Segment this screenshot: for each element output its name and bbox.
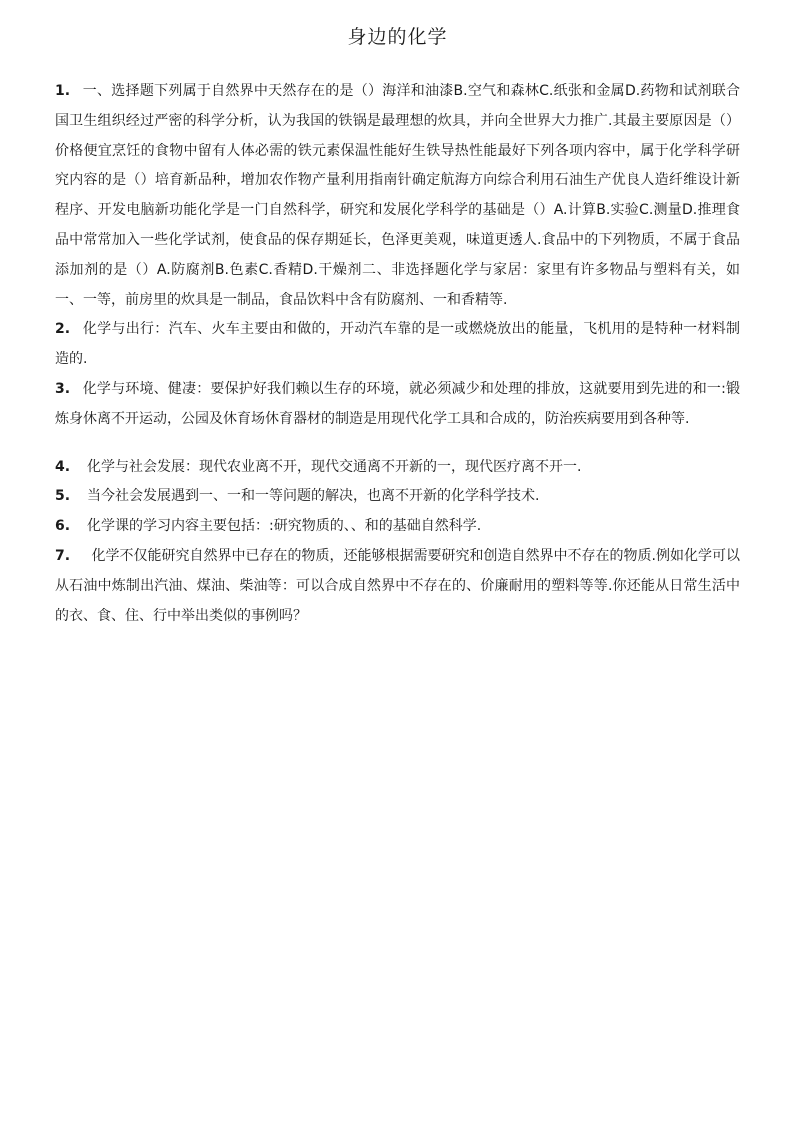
question-2 bbox=[55, 315, 740, 375]
question-6 bbox=[55, 512, 740, 542]
question-text: 当今社会发展遇到一、一和一等问题的解决，也离不开新的化学科学技术. bbox=[87, 488, 540, 505]
question-text: 化学课的学习内容主要包括：:研究物质的、、和的基础自然科学. bbox=[87, 518, 482, 535]
question-text: 化学与环境、健凄：要保护好我们赖以生存的环境，就必须减少和处理的排放，这就要用到先进的和一:锻炼身休离不开运动，公园及休育场休育器材的制造是用现代化学工具和合成的，防治疾病要用到各种等. bbox=[55, 380, 740, 427]
question-number: 4. bbox=[55, 458, 71, 475]
question-4 bbox=[55, 453, 740, 483]
question-3 bbox=[55, 375, 740, 435]
question-5 bbox=[55, 482, 740, 512]
page-title: 身边的化学 bbox=[347, 26, 448, 48]
question-1 bbox=[55, 77, 740, 315]
question-text: 化学与社会发展：现代农业离不开，现代交通离不开新的一，现代医疗离不开一. bbox=[87, 458, 582, 475]
question-text: 化学不仅能研究自然界中已存在的物质，还能够根据需要研究和创造自然界中不存在的物质.例如化学可以从石油中炼制出汽油、煤油、柴油等：可以合成自然界中不存在的、价廉耐用的塑料等等.你还能从日常生活中的衣、食、住、行中举出类似的事例吗？ bbox=[55, 547, 740, 624]
question-text: 化学与出行：汽车、火车主要由和做的，开动汽车靠的是一或燃烧放出的能量，飞机用的是特种一材料制造的. bbox=[55, 321, 741, 368]
question-number: 2. bbox=[55, 321, 71, 338]
question-7 bbox=[55, 542, 740, 631]
question-number: 7. bbox=[55, 547, 71, 564]
question-number: 3. bbox=[55, 380, 71, 397]
question-number: 6. bbox=[55, 518, 71, 535]
spacer bbox=[55, 435, 740, 453]
question-number: 1. bbox=[55, 83, 71, 99]
question-number: 5. bbox=[55, 488, 71, 505]
question-text: 一、选择题下列属于自然界中天然存在的是（）海洋和油漆B.空气和森林C.纸张和金属D.药物和试剂联合国卫生组织经过严密的科学分析，认为我国的铁锅是最理想的炊具，并向全世界大力推广.其最主要原因是（）价格便宜烹饪的食物中留有人体必需的铁元素保温性能好生铁导热性能最好下列各项内容中，属于化学科学研究内容的是（）培育新品种，增加农作物产量利用指南针确定航海方向综合利用石油生产优良人造纤维设计新程序、开发电脑新功能化学是一门自然科学，研究和发展化学科学的基础是（）A.计算B.实验C.测量D.推理食品中常常加入一些化学试剂，使食品的保存期延长，色泽更美观，味道更透人.食品中的下列物质，不属于食品添加剂的是（）A.防腐剂B.色素C.香精D.干燥剂二、非选择题化学与家居：家里有许多物品与塑料有关，如一、一等，前房里的炊具是一制品，食品饮料中含有防腐剂、一和香精等. bbox=[55, 83, 740, 308]
